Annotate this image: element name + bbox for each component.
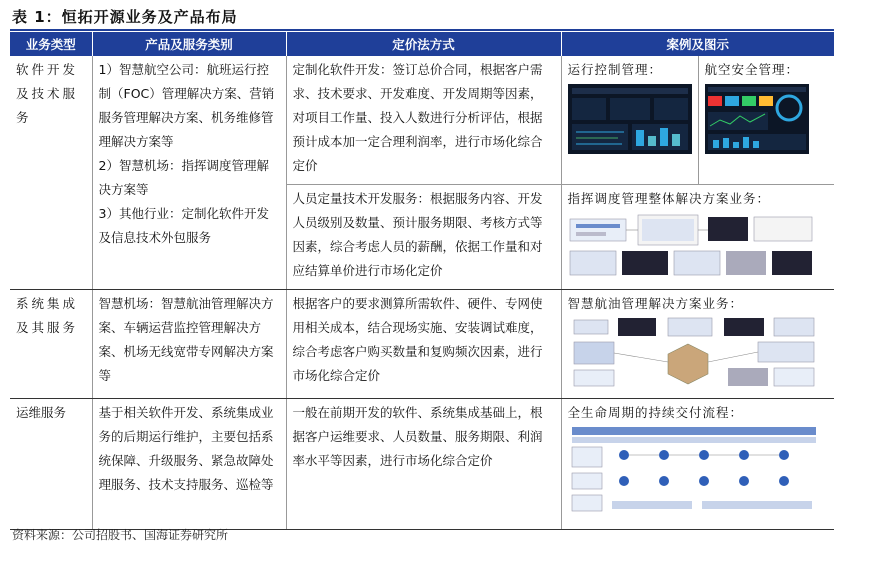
row1-type: 软件开发及技术服务	[10, 56, 92, 290]
row1-products: 1）智慧航空公司：航班运行控制（FOC）管理解决方案、营销服务管理解决方案、机务维修管理解决方案等 2）智慧机场：指挥调度管理解决方案等 3）其他行业：定制化软件开发及信息技术外包服务	[92, 56, 286, 290]
row2-products: 智慧机场：智慧航油管理解决方案、车辆运营监控管理解决方案、机场无线宽带专网解决方案等	[92, 290, 286, 399]
row3-products: 基于相关软件开发、系统集成业务的后期运行维护，主要包括系统保障、升级服务、紧急故障处理服务、技术支持服务、巡检等	[92, 399, 286, 530]
row3-type: 运维服务	[10, 399, 92, 530]
case-lifecycle-delivery-label: 全生命周期的持续交付流程：	[567, 405, 744, 420]
command-dispatch-diagram-image	[568, 211, 818, 277]
aviation-safety-dashboard-image	[705, 84, 809, 154]
case-command-dispatch-label: 指挥调度管理整体解决方案业务：	[567, 191, 771, 206]
lifecycle-delivery-diagram-image	[568, 425, 818, 519]
table-title: 表 1：恒拓开源业务及产品布局	[12, 8, 238, 26]
case-fuel-management-label: 智慧航油管理解决方案业务：	[567, 296, 744, 311]
header-pricing: 定价法方式	[286, 32, 561, 56]
row2-case	[561, 290, 834, 399]
row2-pricing: 根据客户的要求测算所需软件、硬件、专网使用相关成本，结合现场实施、安装调试难度，综合考虑客户购买数量和复购频次因素，进行市场化综合定价	[286, 290, 561, 399]
fuel-management-diagram-image	[568, 316, 818, 388]
row3-case	[561, 399, 834, 530]
case-ops-control-label: 运行控制管理：	[567, 62, 663, 77]
case-aviation-safety-label: 航空安全管理：	[704, 62, 800, 77]
row2-type: 系统集成及其服务	[10, 290, 92, 399]
business-table	[10, 32, 834, 530]
row1-case-bottom	[561, 185, 834, 290]
row1-case-top	[561, 56, 834, 185]
header-business-type: 业务类型	[10, 32, 92, 56]
row1-pricing-custom: 定制化软件开发：签订总价合同，根据客户需求、技术要求、开发难度、开发周期等因素，对项目工作量、投入人数进行分析评估，根据预计成本加一定合理利润率，进行市场化综合定价	[286, 56, 561, 185]
header-products: 产品及服务类别	[92, 32, 286, 56]
header-cases: 案例及图示	[561, 32, 834, 56]
row3-pricing: 一般在前期开发的软件、系统集成基础上，根据客户运维要求、人员数量、服务期限、利润率水平等因素，进行市场化综合定价	[286, 399, 561, 530]
row1-pricing-staffing: 人员定量技术开发服务：根据服务内容、开发人员级别及数量、预计服务期限、考核方式等因素，综合考虑人员的薪酬，依据工作量和对应结算单价进行市场化定价	[286, 185, 561, 290]
title-rule	[10, 29, 834, 31]
ops-control-dashboard-image	[568, 84, 692, 154]
source-note: 资料来源：公司招股书、国海证券研究所	[12, 528, 229, 542]
